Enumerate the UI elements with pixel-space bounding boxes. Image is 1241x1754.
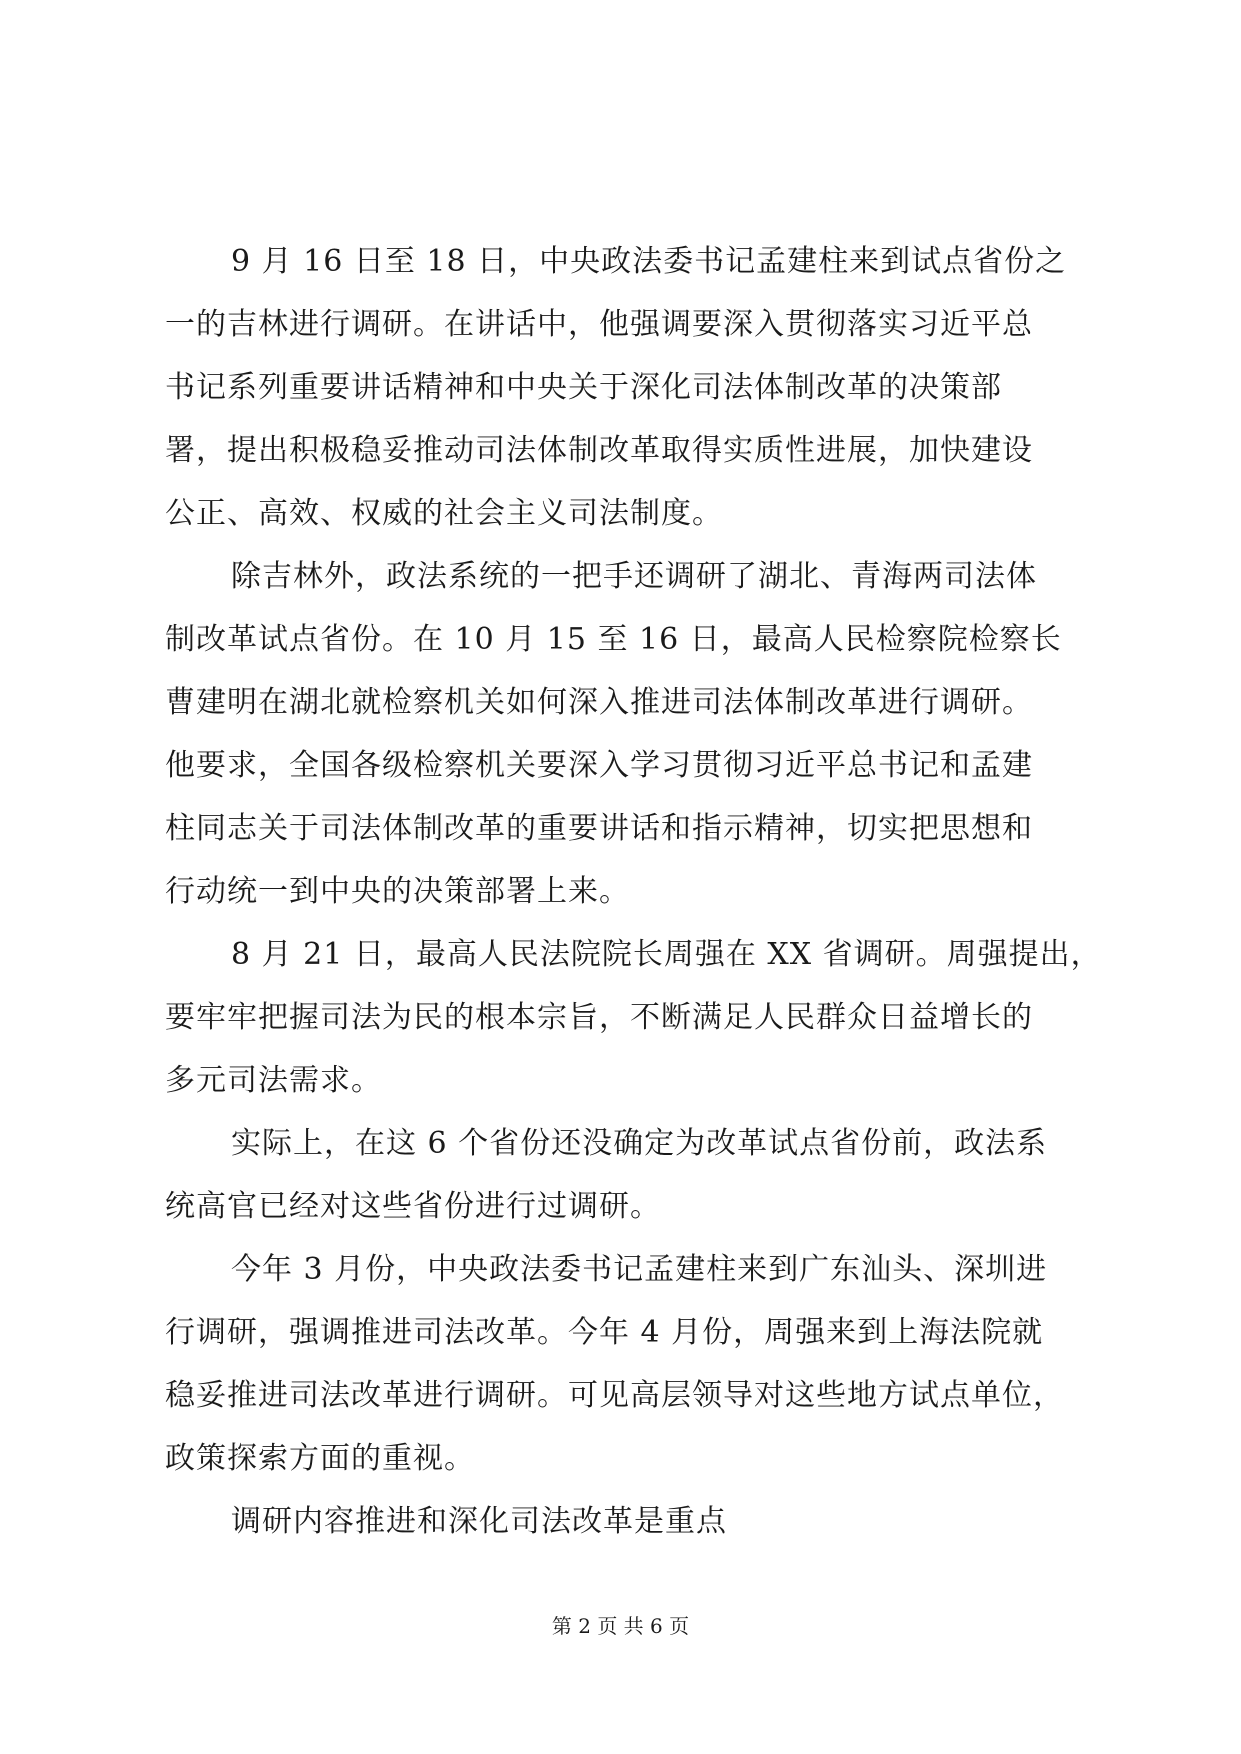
document-body [165,230,1102,1553]
paragraph-line: 曹建明在湖北就检察机关如何深入推进司法体制改革进行调研。 [165,685,1033,720]
paragraph-line: 今年 3 月份，中央政法委书记孟建柱来到广东汕头、深圳进 [231,1252,1048,1287]
paragraph-line: 行调研，强调推进司法改革。今年 4 月份，周强来到上海法院就 [165,1315,1044,1350]
paragraph-line: 书记系列重要讲话精神和中央关于深化司法体制改革的决策部 [165,370,1002,405]
paragraph-line: 政策探索方面的重视。 [165,1441,475,1476]
paragraph-line: 除吉林外，政法系统的一把手还调研了湖北、青海两司法体 [231,559,1037,594]
paragraph-3 [165,923,1102,1112]
paragraph-line: 实际上，在这 6 个省份还没确定为改革试点省份前，政法系 [231,1126,1048,1161]
paragraph-line: 8 月 21 日，最高人民法院院长周强在 XX 省调研。周强提出， [231,937,1102,972]
paragraph-line: 制改革试点省份。在 10 月 15 至 16 日，最高人民检察院检察长 [165,622,1062,657]
paragraph-line: 要牢牢把握司法为民的根本宗旨，不断满足人民群众日益增长的 [165,1000,1033,1035]
paragraph-line: 署，提出积极稳妥推动司法体制改革取得实质性进展，加快建设 [165,433,1033,468]
paragraph-line: 稳妥推进司法改革进行调研。可见高层领导对这些地方试点单位， [165,1378,1064,1413]
paragraph-line: 统高官已经对这些省份进行过调研。 [165,1189,661,1224]
section-heading [165,1490,1085,1553]
paragraph-4 [165,1112,1085,1238]
paragraph-line: 他要求，全国各级检察机关要深入学习贯彻习近平总书记和孟建 [165,748,1033,783]
paragraph-line: 柱同志关于司法体制改革的重要讲话和指示精神，切实把思想和 [165,811,1033,846]
paragraph-line: 一的吉林进行调研。在讲话中，他强调要深入贯彻落实习近平总 [165,307,1033,342]
paragraph-2 [165,545,1085,923]
paragraph-1 [165,230,1085,545]
paragraph-5 [165,1238,1085,1490]
paragraph-line: 9 月 16 日至 18 日，中央政法委书记孟建柱来到试点省份之 [231,244,1067,279]
page-number-footer: 第 2 页 共 6 页 [551,1614,690,1638]
paragraph-line: 公正、高效、权威的社会主义司法制度。 [165,496,723,531]
paragraph-line: 行动统一到中央的决策部署上来。 [165,874,630,909]
paragraph-line: 多元司法需求。 [165,1063,382,1098]
section-heading-text: 调研内容推进和深化司法改革是重点 [231,1504,727,1539]
